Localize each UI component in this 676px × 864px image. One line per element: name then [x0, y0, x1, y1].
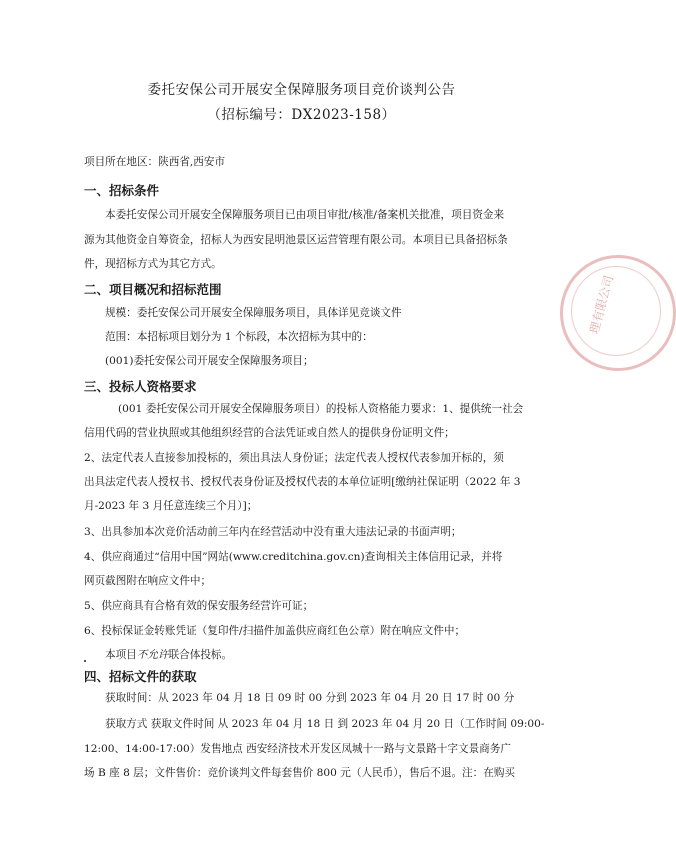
emphasis-text: 不允许: [136, 649, 169, 661]
paragraph-line: 5、供应商具有合格有效的保安服务经营许可证；: [84, 600, 314, 612]
paragraph-line: 2、法定代表人直接参加投标的，须出具法人身份证；法定代表人授权代表参加开标的，须: [84, 452, 504, 464]
paragraph-line: 范围：本招标项目划分为 1 个标段，本次招标为其中的：: [105, 331, 373, 343]
paragraph-line: 规模：委托安保公司开展安全保障服务项目，具体详见竞谈文件: [105, 307, 402, 319]
text-fragment: 本项目: [105, 649, 137, 661]
paragraph-line: 12:00、14:00-17:00）发售地点 西安经济技术开发区凤城十一路与文景路十字文景商务广: [84, 743, 511, 755]
paragraph-line: (001 委托安保公司开展安全保障服务项目）的投标人资格能力要求：1、提供统一社会: [118, 403, 524, 415]
paragraph-line: 源为其他资金自筹资金，招标人为西安昆明池景区运营管理有限公司。本项目已具备招标条: [84, 234, 508, 246]
company-seal: [560, 255, 676, 371]
paragraph-line: 4、供应商通过“信用中国”网站(www.creditchina.gov.cn)查询相关主体信用记录，并将: [84, 551, 503, 563]
text-fragment: 联合体投标。: [168, 649, 233, 661]
paragraph-line: 件，现招标方式为其它方式。: [84, 258, 222, 270]
paragraph-line: 场 B 座 8 层；文件售价：竞价谈判文件每套售价 800 元（人民币），售后不退。注：在购买: [84, 767, 516, 779]
paragraph-line: 网页截图附在响应文件中；: [84, 575, 212, 587]
paragraph-line: 月-2023 年 3 月任意连续三个月）]；: [84, 500, 258, 512]
paragraph-line: 出具法定代表人授权书、授权代表身份证及授权代表的本单位证明[缴纳社保证明（2022 年 3: [84, 476, 521, 488]
document-title: 委托安保公司开展安全保障服务项目竞价谈判公告: [147, 82, 456, 98]
paragraph-line: 信用代码的营业执照或其他组织经营的合法凭证或自然人的提供身份证明文件；: [84, 427, 455, 439]
paragraph-line: 本委托安保公司开展安全保障服务项目已由项目审批/核准/备案机关批准，项目资金来: [105, 209, 505, 221]
paragraph-line: 3、出具参加本次竞价活动前三年内在经营活动中没有重大违法记录的书面声明；: [84, 526, 462, 538]
section-heading: 一、招标条件: [84, 183, 160, 198]
margin-dot: [84, 660, 86, 662]
paragraph-line: (001)委托安保公司开展安全保障服务项目；: [105, 355, 314, 367]
section-heading: 三、投标人资格要求: [84, 379, 197, 394]
paragraph-line: 6、投标保证金转账凭证（复印件/扫描件加盖供应商红色公章）附在响应文件中；: [84, 625, 466, 637]
paragraph-line: [105, 648, 232, 662]
paragraph-line: 获取方式 获取文件时间 从 2023 年 04 月 18 日 到 2023 年 04 月 20 日（工作时间 09:00-: [105, 718, 545, 730]
section-heading: 二、项目概况和招标范围: [84, 282, 222, 297]
document-subtitle: （招标编号：DX2023-158）: [207, 107, 396, 123]
paragraph-line: 获取时间：从 2023 年 04 月 18 日 09 时 00 分到 2023 年 04 月 20 日 17 时 00 分: [105, 692, 515, 704]
seal-text: 理有限公司: [586, 273, 617, 336]
project-location: 项目所在地区：陕西省,西安市: [84, 156, 226, 168]
section-heading: 四、招标文件的获取: [84, 669, 197, 684]
